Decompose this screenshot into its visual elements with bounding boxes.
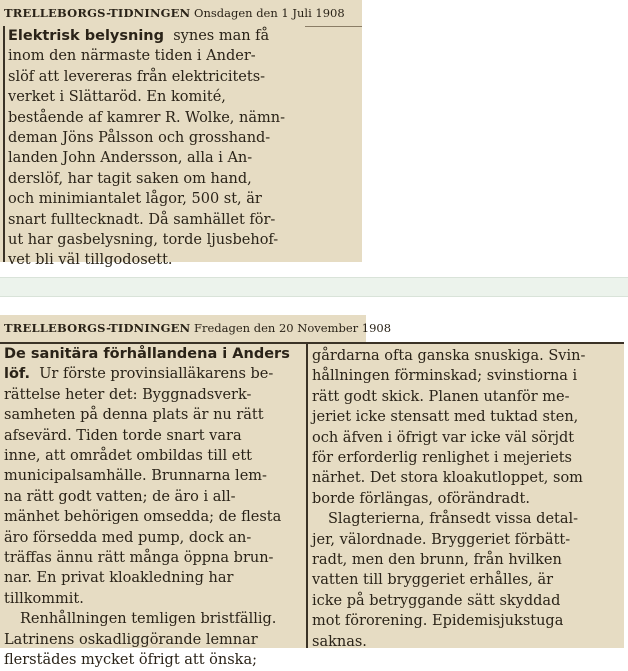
article-line: icke på betryggande sätt skyddad [312,592,561,609]
article-line: inom den närmaste tiden i Ander- [8,48,256,65]
article-line: bestående af kamrer R. Wolke, nämn- [8,109,286,126]
article-line: Latrinens oskadliggörande lemnar [4,631,258,648]
article-line: rättelse heter det: Byggnadsverk- [4,386,252,403]
article-line: äro försedda med pump, dock an- [4,529,252,546]
article-line: nar. En privat kloakledning har [4,570,234,587]
article-line: municipalsamhälle. Brunnarna lem- [4,468,267,485]
article-column [8,26,301,271]
article-line: Elektrisk belysning synes man få [8,28,270,44]
article-line: radt, men den brunn, från hvilken [312,552,562,569]
newspaper-name: TRELLEBORGS-TIDNINGEN [4,321,191,335]
article-line: samheten på denna plats är nu rätt [4,407,264,424]
article-line: mänhet behörigen omsedda; de flesta [4,509,282,526]
article-line: verket i Slättaröd. En komité, [8,89,226,106]
article-line: tillkommit. [4,590,84,607]
article-line: landen John Andersson, alla i An- [8,150,253,167]
article-line: vatten till bryggeriet erhålles, är [312,572,554,589]
article-line: slöf att levereras från elektricitets- [8,68,266,85]
article-line: inne, att området ombildas till ett [4,448,252,465]
article-line: och minimiantalet lågor, 500 st, är [8,191,262,208]
publication-date: Onsdagen den 1 Juli 1908 [194,6,345,20]
newspaper-clipping-2 [0,315,392,343]
article-line: saknas. [312,633,367,650]
article-column-left [4,344,302,671]
article-line: ut har gasbelysning, torde ljusbehof- [8,232,279,249]
article-line: flerstädes mycket öfrigt att önska; [4,652,257,669]
article-line: träffas ännu rätt många öppna brun- [4,550,274,567]
article-headline: löf. [4,366,30,383]
article-line: borde förlängas, oförändradt. [312,490,530,507]
article-line: löf. Ur förste provinsialläkarens be- [4,366,274,383]
article-headline: De sanitära förhållandena i Anders [4,346,290,362]
article-line: gårdarna ofta ganska snuskiga. Svin- [312,348,586,364]
article-line: närhet. Det stora kloakutloppet, som [312,470,583,487]
clipping-separator [0,277,628,297]
article-line: hållningen förminskad; svinstiorna i [312,368,578,385]
article-line: jeriet icke stensatt med tuktad sten, [312,409,579,426]
article-line: mot förorening. Epidemisjukstuga [312,613,564,630]
article-line: snart fulltecknadt. Då samhället för- [8,211,276,228]
article-line: för erforderlig renlighet i mejeriets [312,450,572,467]
article-line: jer, välordnade. Bryggeriet förbätt- [312,531,571,548]
clipping-masthead [0,315,392,343]
article-column-right [312,346,620,652]
column-rule [3,26,5,262]
article-line: vet bli väl tillgodosett. [8,252,173,269]
article-line: och äfven i öfrigt var icke väl sörjdt [312,429,575,446]
column-rule [306,342,308,648]
article-line: na rätt godt vatten; de äro i all- [4,488,236,505]
publication-date: Fredagen den 20 November 1908 [194,321,392,335]
article-line: Renhållningen temligen bristfällig. [20,611,277,628]
article-line: Slagterierna, frånsedt vissa detal- [328,511,579,528]
article-line: rätt godt skick. Planen utanför me- [312,388,570,405]
article-headline: Elektrisk belysning [8,28,164,44]
newspaper-name: TRELLEBORGS-TIDNINGEN [4,6,191,20]
article-line: afsevärd. Tiden torde snart vara [4,427,242,444]
article-body-2 [0,342,624,669]
article-body-1 [0,26,305,269]
clipping-masthead [0,0,362,27]
article-line: deman Jöns Pålsson och grosshand- [8,130,271,147]
article-line: derslöf, har tagit saken om hand, [8,170,252,187]
